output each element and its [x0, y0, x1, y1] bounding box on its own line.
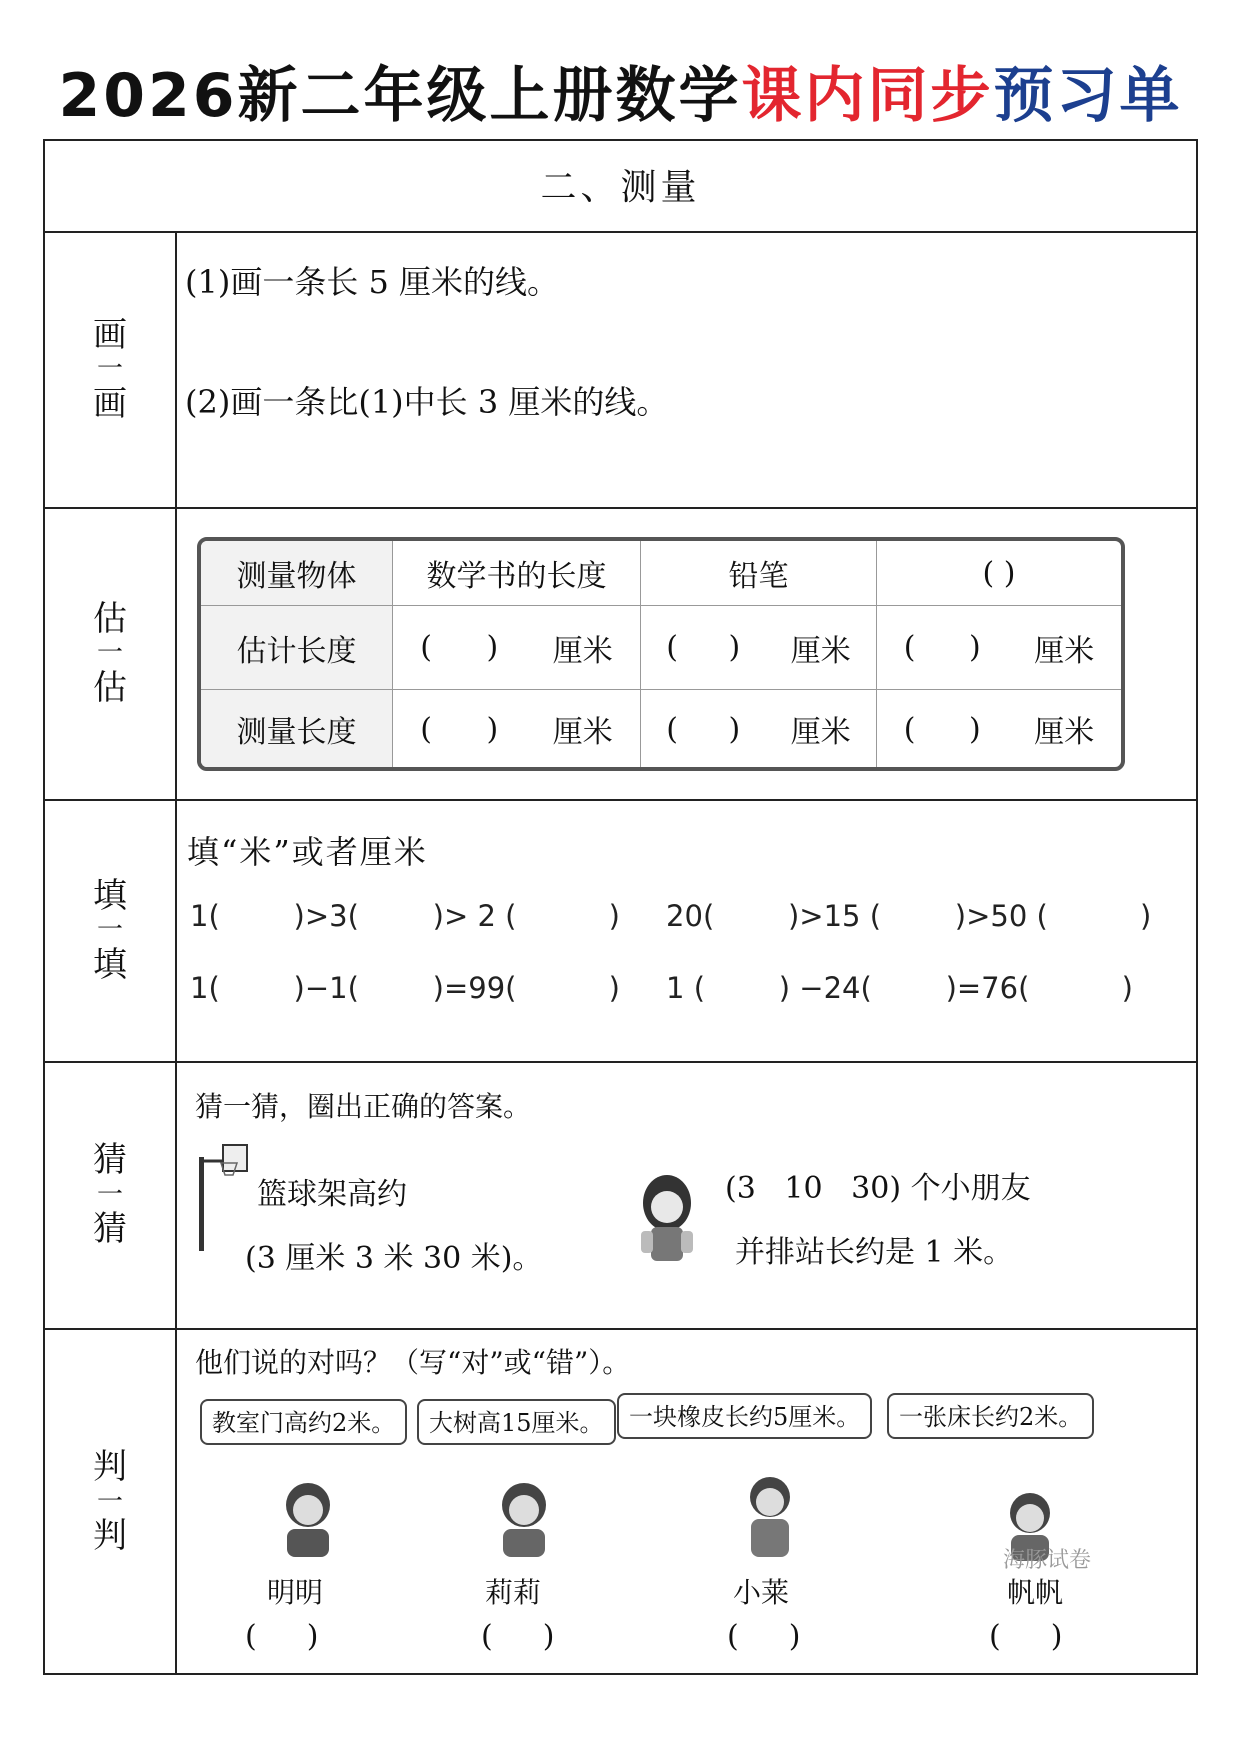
label-judge: 判 一 判 [93, 1447, 127, 1557]
guess-left-b[interactable]: (3 厘米 3 米 30 米)。 [245, 1241, 543, 1276]
title-part-2: 课内同步 [741, 61, 994, 131]
label-estimate: 估 一 估 [93, 598, 127, 708]
draw-question-1: (1)画一条长 5 厘米的线。 [185, 263, 560, 301]
answer-blank[interactable]: () [481, 1619, 605, 1654]
student-name: 帆帆 [1007, 1576, 1064, 1609]
speech-bubble: 一块橡皮长约5厘米。 [617, 1393, 872, 1439]
label-fill: 填 一 填 [93, 875, 127, 985]
divider [45, 231, 1196, 233]
label-guess: 猜 一 猜 [93, 1140, 127, 1250]
divider [45, 507, 1196, 509]
answer-cell[interactable]: ( ) 厘米 [641, 690, 877, 768]
divider [45, 1328, 1196, 1330]
title-part-1: 2026新二年级上册数学 [58, 61, 742, 131]
row-label: 估计长度 [201, 606, 393, 689]
boy-icon [273, 1477, 343, 1557]
answer-cell[interactable]: ( ) 厘米 [641, 606, 877, 689]
label-draw: 画 一 画 [93, 314, 127, 424]
header-cell[interactable]: ( ) [982, 555, 1016, 591]
header-cell: 测量物体 [201, 541, 393, 605]
guess-right-b: 并排站长约是 1 米。 [735, 1235, 1014, 1270]
divider [45, 799, 1196, 801]
title-part-3: 预习单 [993, 61, 1183, 131]
header-cell: 数学书的长度 [393, 541, 641, 605]
answer-cell[interactable]: ( ) 厘米 [393, 606, 641, 689]
judge-instruction: 他们说的对吗？（写“对”或“错”）。 [195, 1346, 631, 1379]
student-name: 莉莉 [485, 1576, 542, 1609]
draw-question-2: (2)画一条比(1)中长 3 厘米的线。 [185, 383, 669, 421]
estimate-row [201, 606, 1121, 689]
speech-bubble: 教室门高约2米。 [200, 1399, 407, 1445]
girl-icon [489, 1477, 559, 1557]
answer-blank[interactable]: () [245, 1619, 369, 1654]
basketball-hoop-icon [193, 1141, 253, 1251]
student-name: 明明 [267, 1576, 324, 1609]
guess-instruction: 猜一猜，圈出正确的答案。 [195, 1090, 532, 1123]
row-label: 测量长度 [201, 690, 393, 768]
divider [45, 1061, 1196, 1063]
page-title [0, 48, 1241, 134]
label-column-divider [175, 233, 177, 1675]
student-name: 小莱 [733, 1576, 790, 1609]
answer-blank[interactable]: () [989, 1619, 1113, 1654]
answer-cell[interactable]: ( ) 厘米 [903, 711, 1095, 750]
boy-icon [735, 1471, 805, 1557]
estimate-table [197, 537, 1125, 771]
answer-cell[interactable]: ( ) 厘米 [393, 690, 641, 768]
measure-row [201, 690, 1121, 768]
watermark: 海豚试卷 [1003, 1548, 1092, 1573]
fill-line-1[interactable]: 1( )>3( )> 2 ( ) 20( )>15 ( )>50 ( ) [190, 899, 1152, 933]
speech-bubble: 大树高15厘米。 [417, 1399, 616, 1445]
header-cell: 铅笔 [641, 541, 877, 605]
answer-blank[interactable]: () [727, 1619, 851, 1654]
speech-bubble: 一张床长约2米。 [887, 1393, 1094, 1439]
worksheet-table [43, 139, 1198, 1675]
girl-icon [635, 1171, 699, 1263]
fill-instruction: 填“米”或者厘米 [187, 833, 428, 871]
guess-right-a[interactable]: (3 10 30) 个小朋友 [725, 1171, 1031, 1206]
estimate-header-row [201, 541, 1121, 605]
answer-cell[interactable]: ( ) 厘米 [903, 630, 1095, 669]
fill-line-2[interactable]: 1( )−1( )=99( ) 1 ( ) −24( )=76( ) [190, 971, 1133, 1005]
guess-left-a: 篮球架高约 [257, 1177, 407, 1212]
section-title: 二、测量 [540, 167, 701, 208]
